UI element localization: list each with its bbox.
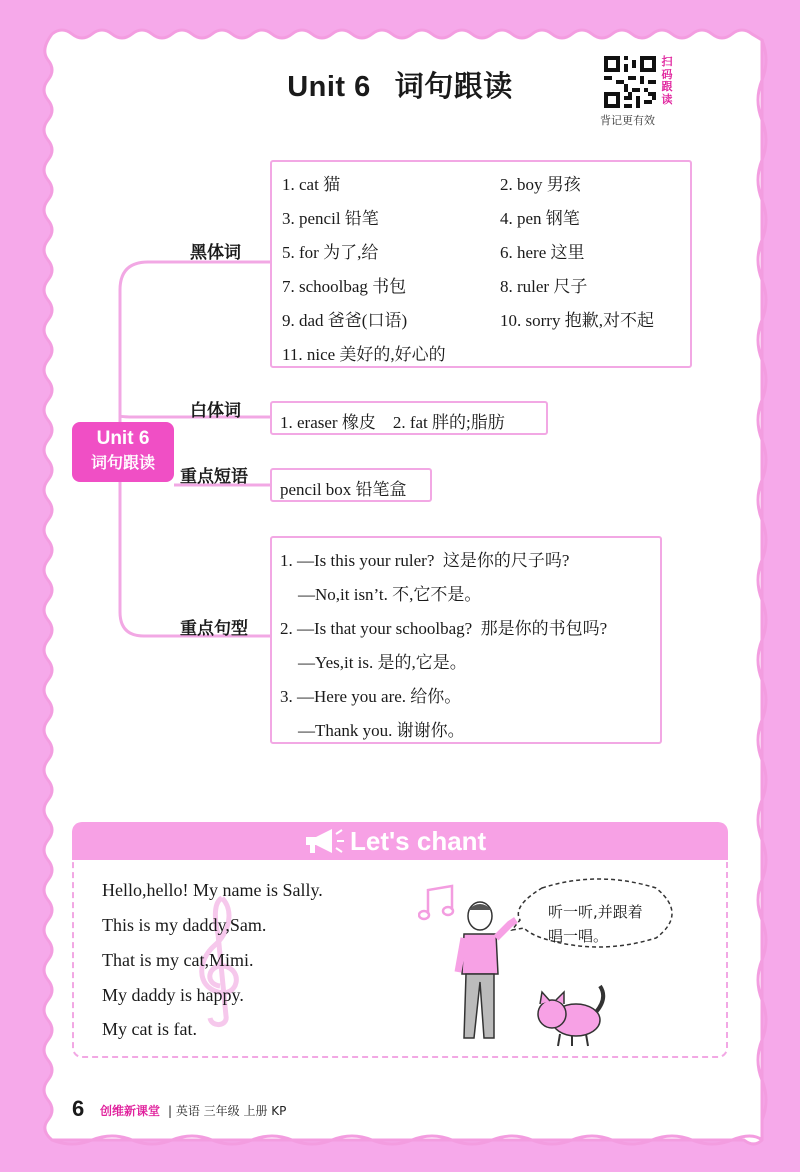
mindmap-center-node (72, 422, 174, 482)
word-item: 8. ruler 尺子 (500, 277, 588, 296)
word-item: 2. boy 男孩 (500, 175, 581, 194)
center-subtitle: 词句跟读 (90, 453, 155, 472)
page-number: 6 (72, 1096, 85, 1121)
word-item: 5. for 为了,给 (282, 243, 379, 262)
word-item: 11. nice 美好的,好心的 (282, 345, 446, 364)
sentence-line: 2. —Is that your schoolbag? 那是你的书包吗? (280, 619, 608, 638)
category-heiti: 黑体词 (190, 243, 241, 263)
word-item: 4. pen 钢笔 (500, 209, 580, 228)
category-baiti: 白体词 (190, 401, 241, 421)
chant-title: Let's chant (350, 826, 487, 856)
sentence-line: 3. —Here you are. 给你。 (280, 687, 462, 706)
sentence-line: —No,it isn’t. 不,它不是。 (298, 585, 482, 604)
qr-code-icon[interactable] (604, 56, 656, 108)
sentence-line: 1. —Is this your ruler? 这是你的尺子吗? (280, 551, 570, 570)
qr-memo: 背记更有效 (600, 114, 655, 127)
chant-line: My cat is fat. (102, 1019, 197, 1039)
phrase-item: pencil box 铅笔盒 (280, 480, 407, 499)
sentence-line: —Yes,it is. 是的,它是。 (298, 653, 467, 672)
speech-bubble-text: 听一听,并跟着唱一唱。 (548, 903, 643, 945)
category-phrases: 重点短语 (180, 467, 248, 487)
word-item: 6. here 这里 (500, 243, 585, 262)
title-unit: Unit 6 (287, 71, 371, 103)
heiti-words-box (270, 160, 692, 368)
megaphone-icon (302, 826, 346, 856)
sentences-box (270, 536, 662, 744)
category-sentences: 重点句型 (180, 619, 248, 639)
word-item: 1. cat 猫 (282, 175, 341, 194)
sentence-line: —Thank you. 谢谢你。 (298, 721, 465, 740)
word-item: 9. dad 爸爸(口语) (282, 311, 408, 330)
phrases-box (270, 468, 432, 502)
center-unit: Unit 6 (96, 428, 150, 449)
scan-label: 扫码跟读 (661, 55, 673, 106)
word-item: 10. sorry 抱歉,对不起 (500, 311, 654, 330)
chant-line: That is my cat,Mimi. (102, 950, 254, 970)
cat-illustration (530, 980, 610, 1050)
baiti-words: 1. eraser 橡皮 2. fat 胖的;脂肪 (280, 413, 505, 432)
chant-line: My daddy is happy. (102, 985, 244, 1005)
word-item: 7. schoolbag 书包 (282, 277, 407, 296)
chant-line: Hello,hello! My name is Sally. (102, 880, 323, 900)
baiti-words-box (270, 401, 548, 435)
page-title (0, 64, 800, 105)
footer-brand: 创维新课堂 (100, 1104, 161, 1118)
word-item: 3. pencil 铅笔 (282, 209, 379, 228)
title-subtitle: 词句跟读 (394, 69, 513, 103)
chant-line: This is my daddy,Sam. (102, 915, 267, 935)
footer-details: | 英语 三年级 上册 KP (168, 1104, 287, 1118)
